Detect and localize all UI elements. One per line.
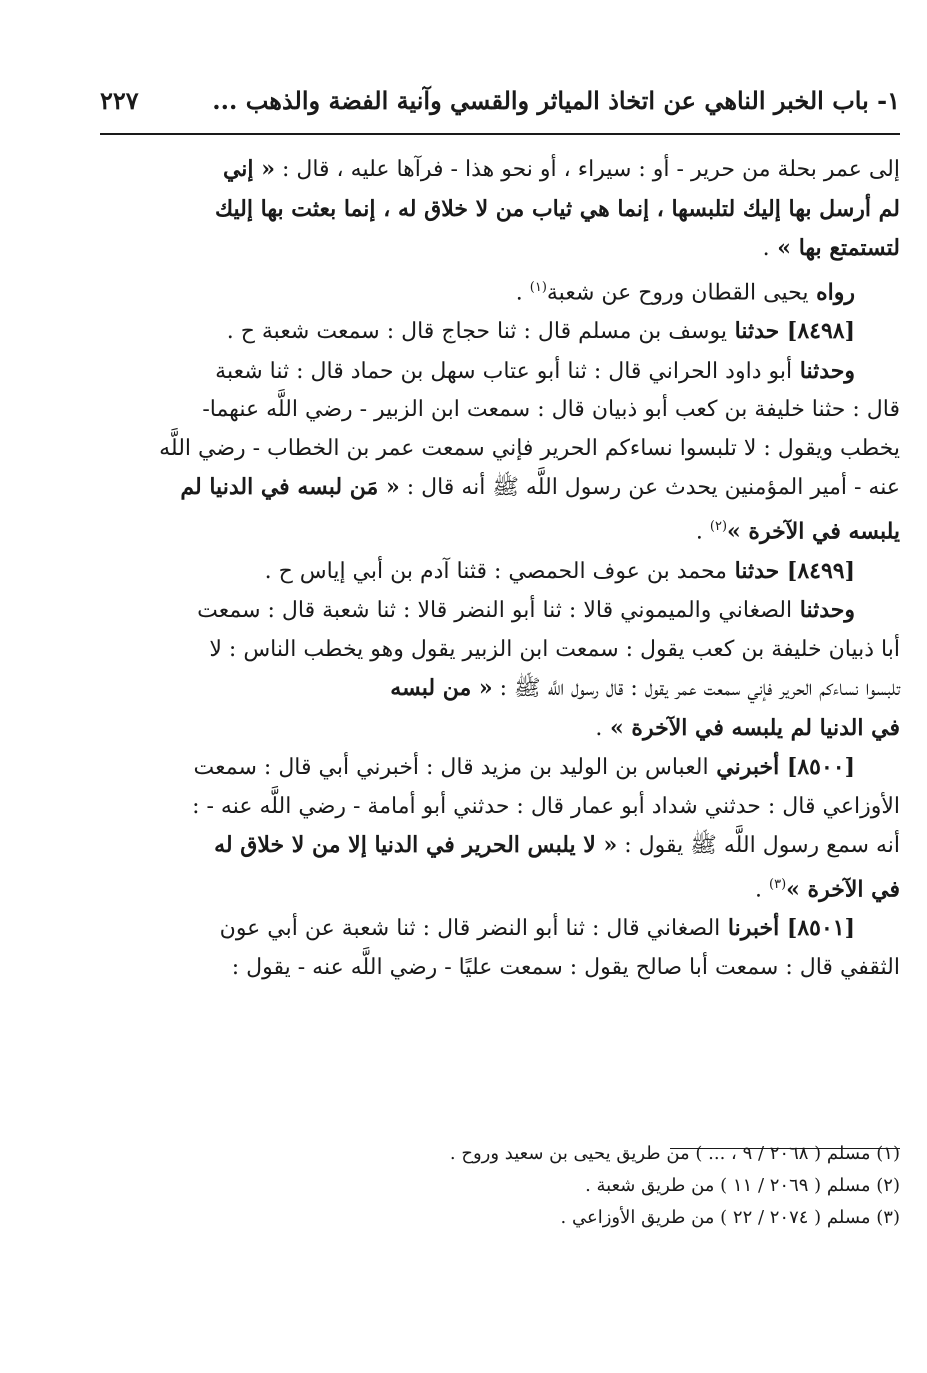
text-run: في الدنيا لم يلبسه في الآخرة » xyxy=(602,714,900,741)
text-run: . xyxy=(695,519,710,545)
paragraph xyxy=(100,150,900,269)
text-line xyxy=(100,190,900,230)
text-line xyxy=(100,709,900,749)
paragraph xyxy=(100,909,900,987)
text-run: الثقفي قال : سمعت أبا صالح يقول : سمعت عليًا - رضي اللَّه عنه - يقول : xyxy=(231,954,900,980)
text-line xyxy=(100,909,900,949)
footnotes xyxy=(100,1138,900,1234)
text-run: يحيى القطان وروح عن شعبة xyxy=(546,279,809,305)
text-line xyxy=(100,826,900,866)
text-run: قال : حثنا خليفة بن كعب أبو ذبيان قال : سمعت ابن الزبير - رضي اللَّه عنهما- xyxy=(202,397,900,423)
text-line xyxy=(100,949,900,988)
text-run: لتستمتع بها » xyxy=(769,235,900,261)
text-run: محمد بن عوف الحمصي : قثنا آدم بن أبي إياس ح . xyxy=(264,558,727,584)
footnote-marker: (٢) xyxy=(709,518,728,534)
page-header xyxy=(100,82,900,122)
main-text xyxy=(100,150,900,987)
text-run: في الآخرة » xyxy=(786,875,900,902)
text-line xyxy=(100,552,900,592)
text-line xyxy=(100,866,900,910)
text-line xyxy=(100,508,900,552)
text-line xyxy=(100,468,900,508)
text-run: إلى عمر بحلة من حرير - أو : سيراء ، أو نحو هذا - فرآها عليه ، قال : xyxy=(274,157,900,182)
text-run: . xyxy=(755,876,769,902)
paragraph xyxy=(100,312,900,352)
footnote-marker: (١) xyxy=(529,279,547,295)
text-run: أبو داود الحراني قال : ثنا أبو عتاب سهل بن حماد قال : ثنا شعبة xyxy=(215,358,793,384)
text-run: أنه سمع رسول اللَّه ﷺ يقول : xyxy=(617,833,900,859)
text-run: « إني xyxy=(222,156,275,182)
text-run: « لا يلبس الحرير في الدنيا إلا من لا خلاق له xyxy=(214,832,618,859)
footnote: (٣) مسلم ( ٢٠٧٤ / ٢٢ ) من طريق الأوزاعي . xyxy=(560,1207,900,1228)
page-number: ٢٢٧ xyxy=(100,86,139,115)
text-run: لم أرسل بها إليك لتلبسها ، إنما هي ثياب من لا خلاق له ، إنما بعثت بها إليك xyxy=(214,195,900,222)
text-run: العباس بن الوليد بن مزيد قال : أخبرني أبي قال : سمعت xyxy=(193,755,709,781)
text-run: تلبسوا نساءكم الحرير فإني سمعت عمر يقول : قال رسول اللَّه ﷺ : xyxy=(492,676,900,702)
footnote: (٢) مسلم ( ٢٠٦٩ / ١١ ) من طريق شعبة . xyxy=(585,1175,900,1196)
header-rule xyxy=(100,133,900,135)
text-line xyxy=(100,269,900,313)
paragraph xyxy=(100,269,900,313)
text-run: الصغاني والميموني قالا : ثنا أبو النضر قالا : ثنا شعبة قال : سمعت xyxy=(197,598,793,624)
text-run: الصغاني قال : ثنا أبو النضر قال : ثنا شعبة عن أبي عون xyxy=(219,916,721,942)
text-line xyxy=(100,631,900,670)
text-line xyxy=(100,591,900,631)
text-line xyxy=(100,669,900,709)
text-line xyxy=(100,788,900,827)
text-run: عنه - أمير المؤمنين يحدث عن رسول اللَّه ﷺ أنه قال : xyxy=(399,475,900,501)
text-line xyxy=(100,430,900,469)
text-run: رواه xyxy=(808,278,855,305)
text-run: يلبسه في الآخرة » xyxy=(727,518,900,545)
paragraph xyxy=(100,352,900,552)
running-title: ١- باب الخبر الناهي عن اتخاذ المياثر والقسي وآنية الفضة والذهب ... xyxy=(212,86,900,115)
footnote: (١) مسلم ( ٢٠٦٨ / ٩ ، ... ) من طريق يحيى بن سعيد وروح . xyxy=(449,1143,900,1164)
text-run: يوسف بن مسلم قال : ثنا حجاج قال : سمعت شعبة ح . xyxy=(226,319,727,345)
paragraph xyxy=(100,748,900,909)
text-line xyxy=(100,391,900,430)
text-run: [٨٤٩٨] حدثنا xyxy=(726,318,855,345)
text-run: « من لبسه xyxy=(390,675,493,702)
text-run: [٨٤٩٩] حدثنا xyxy=(726,557,855,584)
paragraph xyxy=(100,552,900,592)
text-run: الأوزاعي قال : حدثني شداد أبو عمار قال : حدثني أبو أمامة - رضي اللَّه عنه - : xyxy=(192,793,900,819)
text-run: « مَن لبسه في الدنيا لم xyxy=(180,474,400,501)
text-run: . xyxy=(515,279,530,305)
text-run: وحدثنا xyxy=(792,357,855,384)
text-run: أبا ذبيان خليفة بن كعب يقول : سمعت ابن الزبير يقول وهو يخطب الناس : لا xyxy=(209,636,900,662)
text-run: يخطب ويقول : لا تلبسوا نساءكم الحرير فإني سمعت عمر بن الخطاب - رضي اللَّه xyxy=(159,435,900,461)
text-run: . xyxy=(762,236,770,261)
text-line xyxy=(100,229,900,269)
footnote-marker: (٣) xyxy=(769,876,787,892)
text-run: وحدثنا xyxy=(792,597,855,624)
text-run: [٨٥٠١] أخبرنا xyxy=(720,915,855,942)
text-line xyxy=(100,748,900,788)
text-line xyxy=(100,352,900,392)
text-line xyxy=(100,150,900,190)
text-run: . xyxy=(595,715,603,741)
text-line xyxy=(100,312,900,352)
text-run: [٨٥٠٠] أخبرني xyxy=(708,754,855,781)
paragraph xyxy=(100,591,900,748)
